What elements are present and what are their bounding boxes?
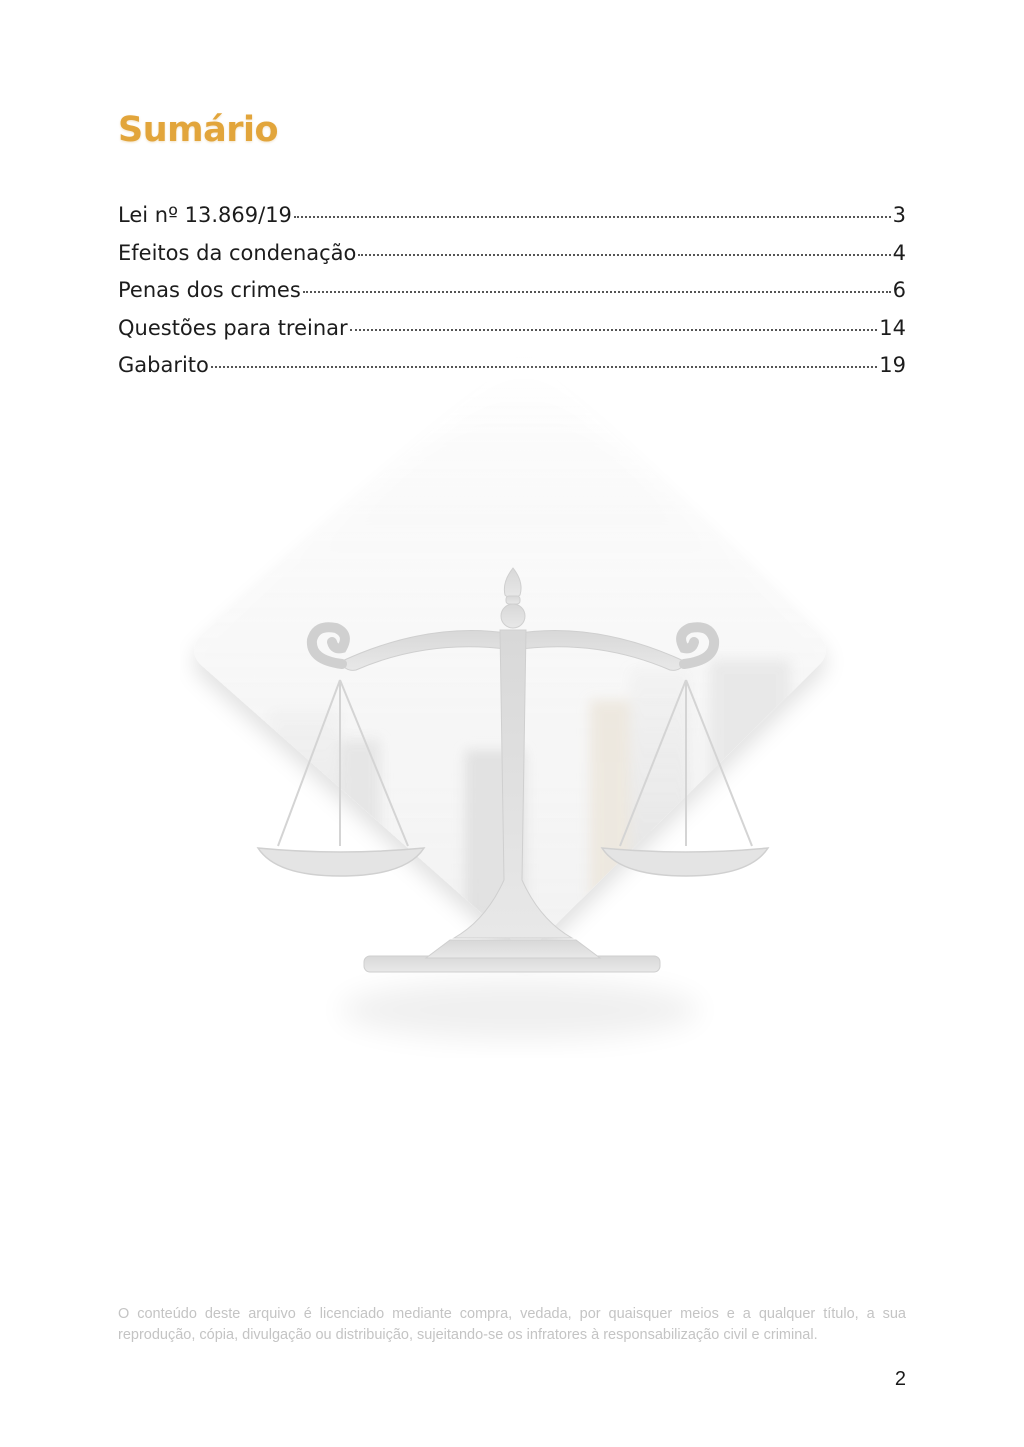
toc-entry-label: Efeitos da condenação <box>118 240 357 265</box>
copyright-notice: O conteúdo deste arquivo é licenciado mediante compra, vedada, por quaisquer meios e a qualquer título, a sua reprodução, cópia, divulgação ou distribuição, sujeitando-se os infratores à responsabilização civil e criminal. <box>118 1306 906 1343</box>
toc-entry[interactable] <box>118 278 906 316</box>
toc-entry-label: Penas dos crimes <box>118 278 301 302</box>
toc-leader-dots <box>358 254 890 256</box>
toc-entry-page: 19 <box>879 353 906 377</box>
scales-of-justice-icon <box>180 320 844 1060</box>
toc-leader-dots <box>294 216 891 218</box>
toc-entry-page: 4 <box>892 240 906 265</box>
toc-entry-page: 6 <box>892 278 906 302</box>
toc-entry-label: Gabarito <box>118 353 209 377</box>
toc-entry-page: 3 <box>892 203 906 227</box>
page-title: Sumário <box>118 110 279 150</box>
toc-entry-page: 14 <box>879 315 906 340</box>
toc-entry-label: Questões para treinar <box>118 315 348 340</box>
page-number: 2 <box>894 1368 906 1390</box>
toc-entry[interactable] <box>118 241 906 279</box>
toc-leader-dots <box>303 291 891 293</box>
watermark-graphic <box>180 320 844 1060</box>
toc-entry-label: Lei nº 13.869/19 <box>118 203 292 227</box>
toc-entry[interactable] <box>118 203 906 241</box>
